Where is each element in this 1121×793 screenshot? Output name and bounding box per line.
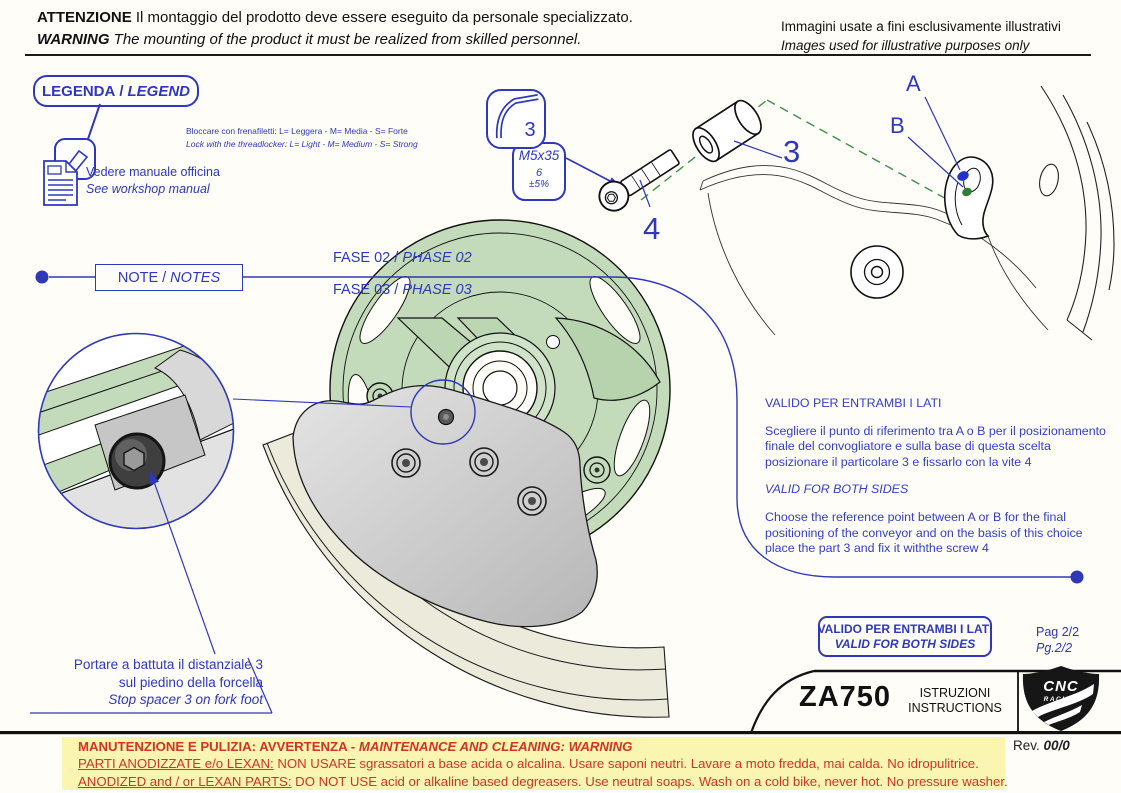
screw-spec: M5x35 bbox=[518, 148, 560, 163]
magnifier-detail bbox=[20, 328, 252, 545]
manual-line-it: Vedere manuale officina bbox=[86, 165, 220, 179]
phase-02-label bbox=[333, 250, 472, 266]
warning-label: WARNING bbox=[37, 31, 110, 48]
notes-label-sep: / bbox=[162, 269, 167, 286]
notes-box bbox=[95, 264, 243, 291]
valid-box-it: VALIDO PER ENTRAMBI I LATI bbox=[817, 621, 993, 636]
header-divider bbox=[25, 54, 1091, 56]
torque-value: 6 bbox=[535, 167, 543, 179]
maintenance-warning bbox=[62, 737, 1008, 790]
legend-connector-line bbox=[88, 104, 100, 139]
spacer-illustration bbox=[688, 96, 767, 165]
illustrative-note-it: Immagini usate a fini esclusivamente illustrativi bbox=[781, 19, 1061, 34]
page-number-it: Pag 2/2 bbox=[1036, 625, 1080, 639]
top-warning-text bbox=[37, 7, 633, 51]
phase-02-sep: / bbox=[394, 250, 399, 266]
threadlocker-line-en: Lock with the threadlocker: L= Light - M= Medium - S= Strong bbox=[186, 138, 418, 149]
guard-rivet-icon bbox=[470, 448, 498, 476]
side-body-en: Choose the reference point between A or B for the final positioning of the conveyor and on the basis of this choice place the part 3 and fix it withthe screw 4 bbox=[765, 509, 1083, 556]
phase-03-label bbox=[333, 282, 472, 298]
spacer-note-line2: sul piedino della forcella bbox=[118, 674, 263, 690]
part-label-screw: 4 bbox=[643, 211, 661, 246]
spacer-note-line3: Stop spacer 3 on fork foot bbox=[108, 692, 263, 707]
attention-text: Il montaggio del prodotto deve essere eseguito da personale specializzato. bbox=[135, 9, 633, 26]
notes-label-en: NOTES bbox=[170, 269, 221, 286]
illustrative-note bbox=[781, 17, 1061, 55]
document-type bbox=[898, 686, 1012, 716]
attention-label: ATTENZIONE bbox=[37, 9, 132, 26]
legend-title-box bbox=[33, 75, 199, 107]
maintenance-line-it bbox=[78, 755, 1005, 772]
ref-label-a: A bbox=[906, 71, 921, 96]
side-heading-en: VALID FOR BOTH SIDES bbox=[765, 482, 909, 497]
logo-text-top: CNC bbox=[1043, 678, 1079, 695]
guard-rivet-icon bbox=[392, 449, 420, 477]
page-number-en: Pg.2/2 bbox=[1036, 641, 1073, 655]
phase-03-it: FASE 03 bbox=[333, 282, 391, 298]
anodized-text-it: NON USARE sgrassatori a base acida o alcalina. Usare saponi neutri. Lavare a moto fredda, mai calda. No idropulitrice. bbox=[273, 756, 979, 772]
top-warning-line-it bbox=[37, 7, 633, 29]
allen-key-size: 3 bbox=[524, 119, 536, 141]
warning-text: The mounting of the product it must be realized from skilled personnel. bbox=[113, 31, 582, 48]
fork-foot-illustration bbox=[945, 157, 993, 239]
ref-label-b: B bbox=[890, 113, 905, 138]
product-code: ZA750 bbox=[799, 681, 892, 713]
page-number bbox=[1036, 624, 1079, 656]
anodized-text-en: DO NOT USE acid or alkaline based degreasers. Use neutral soaps. Wash on a cold bike, never hot. No pressure washer. bbox=[291, 773, 1008, 789]
guard-rivet-icon bbox=[518, 487, 546, 515]
phase-02-en: PHASE 02 bbox=[402, 250, 472, 266]
washer-illustration bbox=[851, 246, 903, 298]
mounted-screw-icon bbox=[439, 410, 454, 425]
illustrative-note-en: Images used for illustrative purposes only bbox=[781, 38, 1030, 53]
side-body-it: Scegliere il punto di riferimento tra A o B per il posizionamento finale del convogliatore e sulla base di questa scelta posizionare il particolare 3 e fissarlo con la vite 4 bbox=[765, 423, 1106, 469]
threadlocker-line-it: Bloccare con frenafiletti: L= Leggera - M= Media - S= Forte bbox=[186, 126, 408, 136]
torque-tolerance: ±5% bbox=[529, 179, 549, 190]
revision-value: 00/0 bbox=[1043, 738, 1070, 753]
revision-label: Rev. bbox=[1013, 738, 1040, 753]
disc-bolt-icon bbox=[584, 457, 610, 483]
phase-03-sep: / bbox=[394, 282, 399, 298]
revision bbox=[1013, 738, 1070, 753]
anodized-label-it: PARTI ANODIZZATE e/o LEXAN: bbox=[78, 756, 274, 772]
phase-03-en: PHASE 03 bbox=[402, 282, 472, 298]
legend-title-en: LEGEND bbox=[127, 82, 191, 100]
notes-label-it: NOTE bbox=[117, 269, 159, 286]
maintenance-title-en: MAINTENANCE AND CLEANING: WARNING bbox=[358, 739, 633, 754]
valid-box-en: VALID FOR BOTH SIDES bbox=[834, 636, 976, 651]
document-type-it: ISTRUZIONI bbox=[919, 686, 991, 700]
cnc-racing-logo bbox=[1023, 666, 1099, 731]
fender-arcs bbox=[1037, 86, 1114, 340]
logo-text-bottom: RACING bbox=[1043, 696, 1079, 703]
maintenance-line-en bbox=[78, 773, 1008, 790]
maintenance-title-it: MANUTENZIONE E PULIZIA: AVVERTENZA - bbox=[78, 739, 359, 754]
manual-legend-text bbox=[86, 164, 220, 198]
spacer-stop-note bbox=[30, 656, 263, 709]
part-label-spacer: 3 bbox=[783, 134, 801, 169]
top-warning-line-en bbox=[37, 29, 633, 51]
side-instructions bbox=[765, 396, 1113, 557]
document-type-en: INSTRUCTIONS bbox=[908, 701, 1002, 715]
anodized-label-en: ANODIZED and / or LEXAN PARTS: bbox=[78, 773, 292, 789]
manual-line-en: See workshop manual bbox=[86, 182, 210, 196]
legend-title-it: LEGENDA bbox=[41, 82, 116, 100]
side-heading-it: VALIDO PER ENTRAMBI I LATI bbox=[765, 396, 942, 410]
spacer-label-leader bbox=[734, 141, 782, 158]
legend-title-sep: / bbox=[119, 82, 124, 100]
workshop-manual-icon bbox=[44, 161, 77, 205]
spacer-note-line1: Portare a battuta il distanziale 3 bbox=[73, 657, 263, 672]
phase-02-it: FASE 02 bbox=[333, 250, 391, 266]
valid-both-sides-box bbox=[818, 616, 992, 657]
maintenance-title bbox=[78, 738, 1005, 755]
threadlocker-legend-text bbox=[186, 125, 418, 150]
